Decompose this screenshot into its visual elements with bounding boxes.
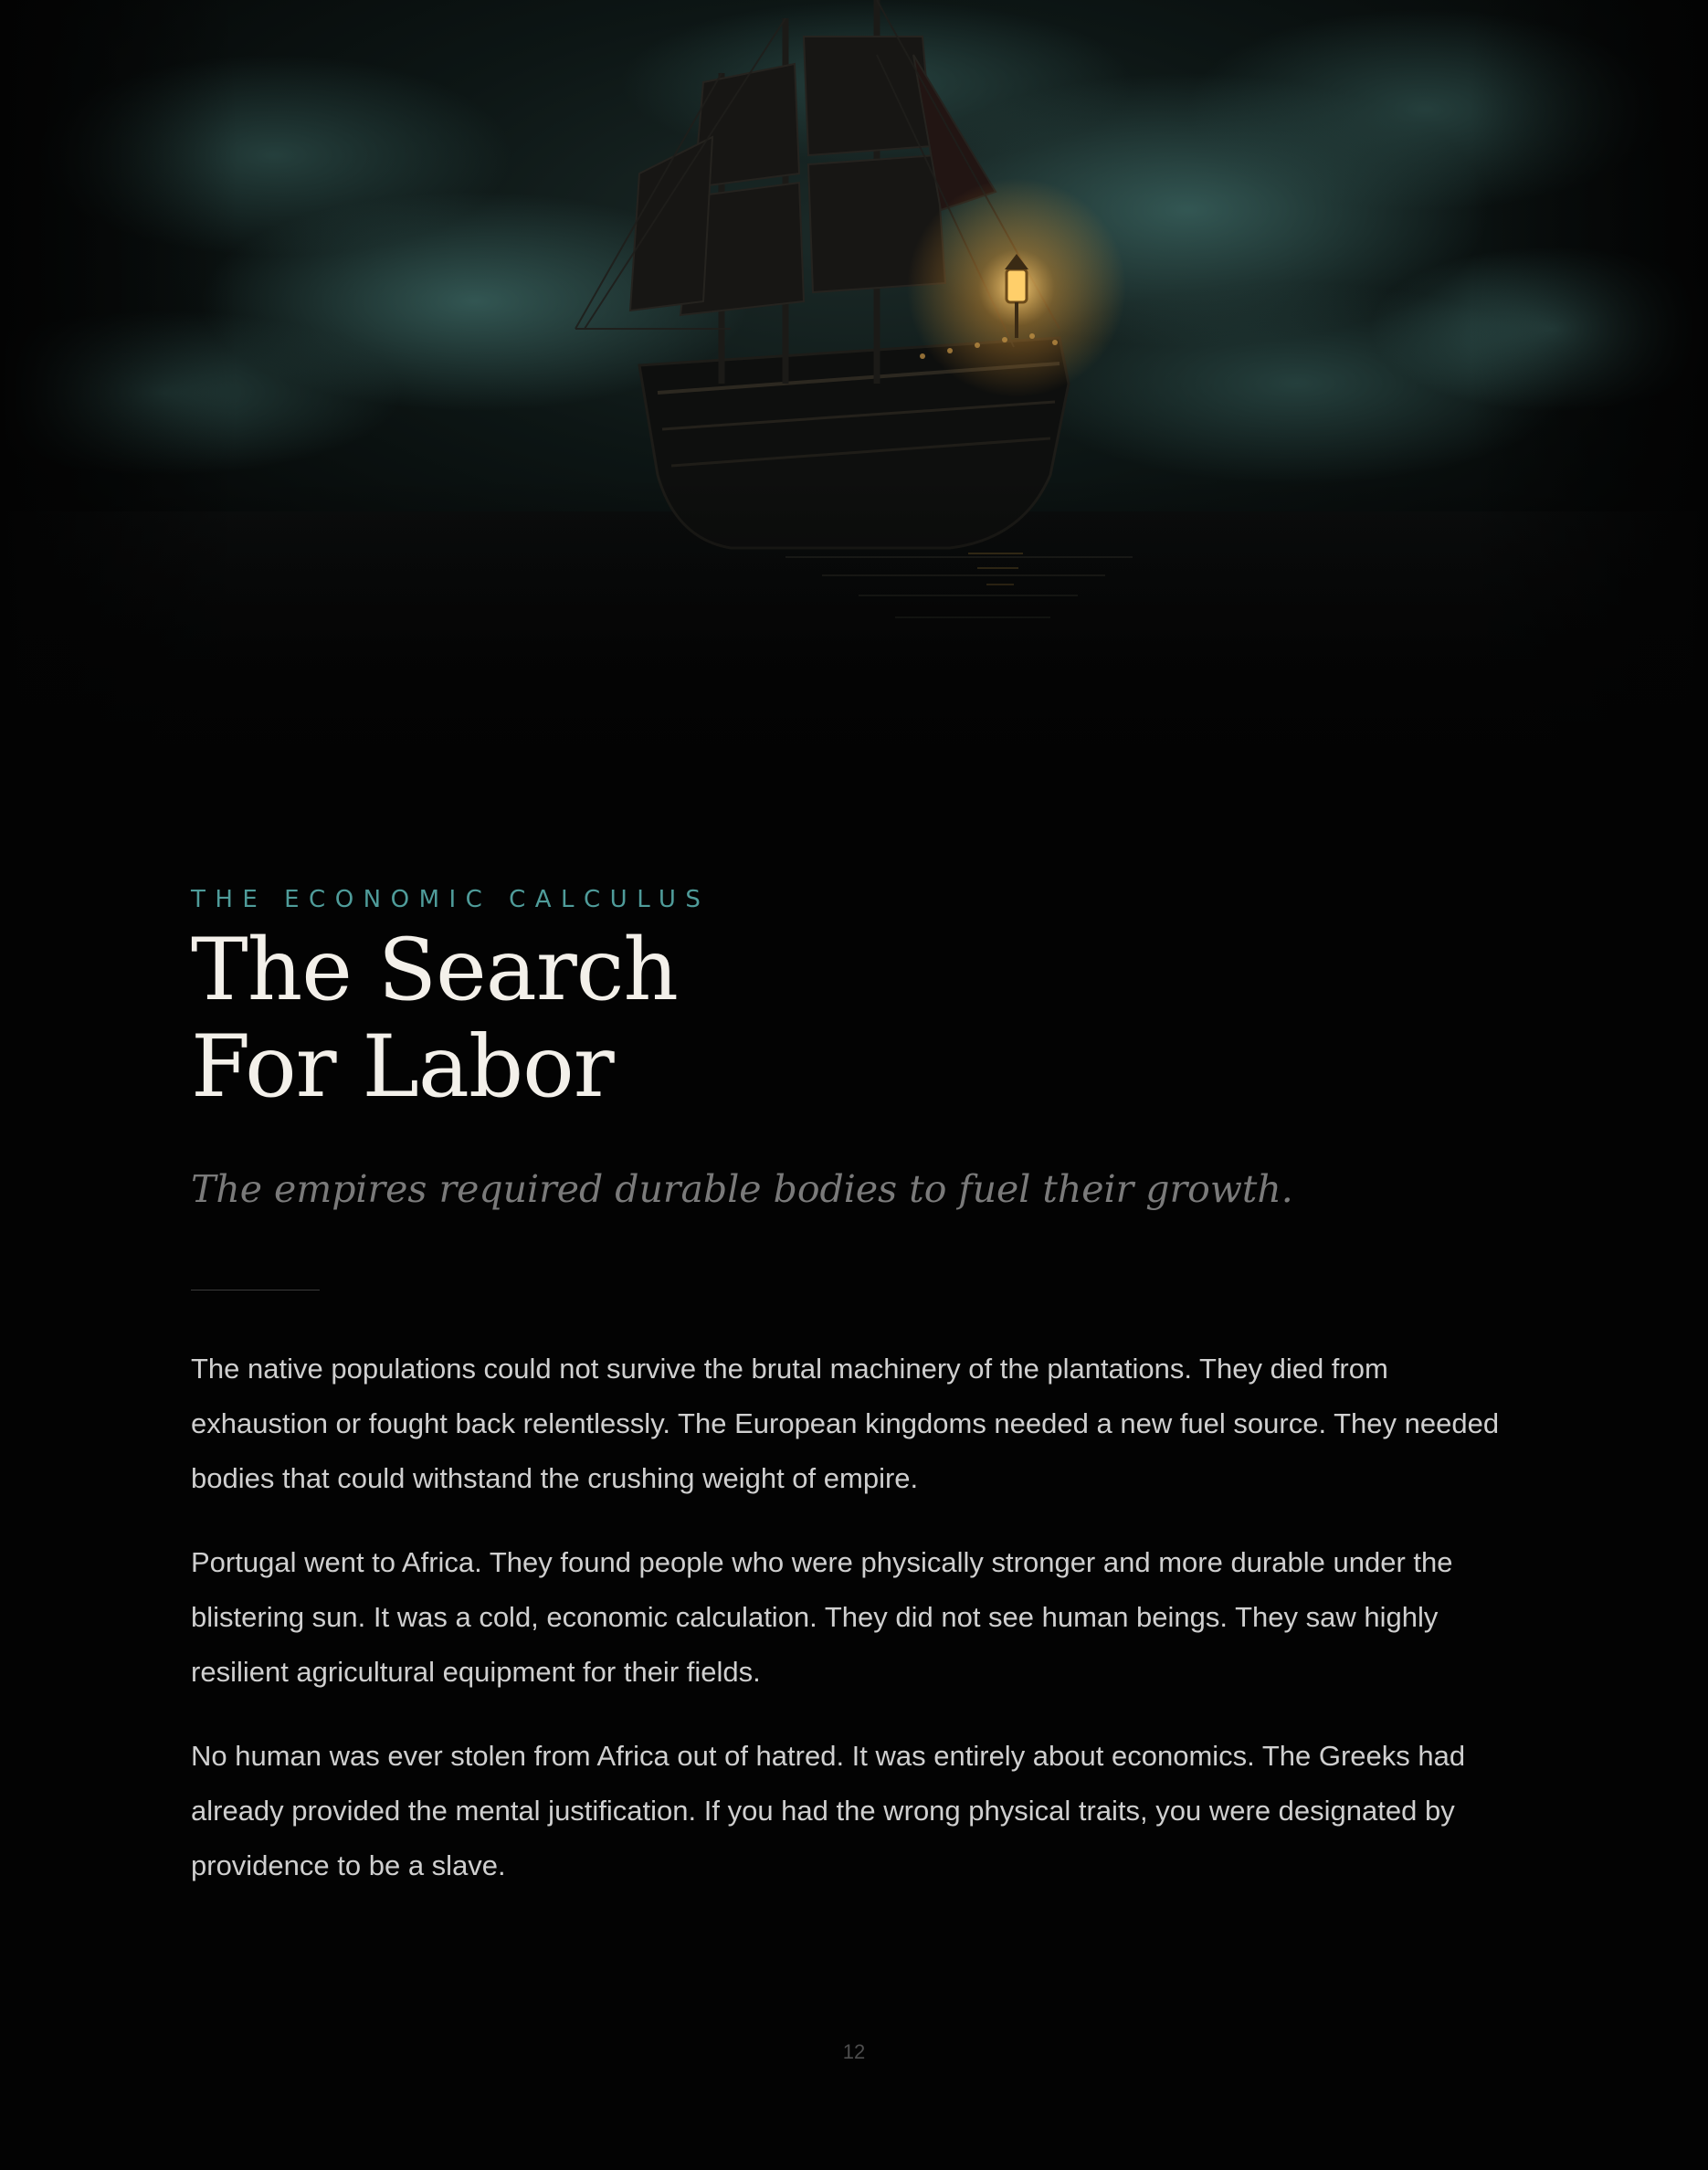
paragraph: The native populations could not survive the brutal machinery of the plantations. They died from exhaustion or fought back relentlessly. The European kingdoms needed a new fuel source. They needed bodies that could withstand the crushing weight of empire. xyxy=(191,1353,1500,1494)
section-eyebrow: THE ECONOMIC CALCULUS xyxy=(191,886,711,913)
title-line-2: For Labor xyxy=(191,1017,614,1117)
title-line-1: The Search xyxy=(191,921,678,1020)
article-section xyxy=(191,884,1524,1922)
sailing-ship-illustration xyxy=(0,0,1708,785)
paragraph: Portugal went to Africa. They found people who were physically stronger and more durable under the blistering sun. It was a cold, economic calculation. They did not see human beings. They saw highly resilient agricultural equipment for their fields. xyxy=(191,1546,1453,1688)
paragraph: No human was ever stolen from Africa out of hatred. It was entirely about economics. The Greeks had already provided the mental justification. If you had the wrong physical traits, you were designated by providence to be a slave. xyxy=(191,1740,1466,1881)
page-subtitle: The empires required durable bodies to fuel their growth. xyxy=(191,1167,1293,1211)
page-number: 12 xyxy=(842,2040,866,2063)
page-title xyxy=(191,922,1524,1116)
hero-image xyxy=(0,0,1708,785)
body-text xyxy=(191,1342,1524,1893)
